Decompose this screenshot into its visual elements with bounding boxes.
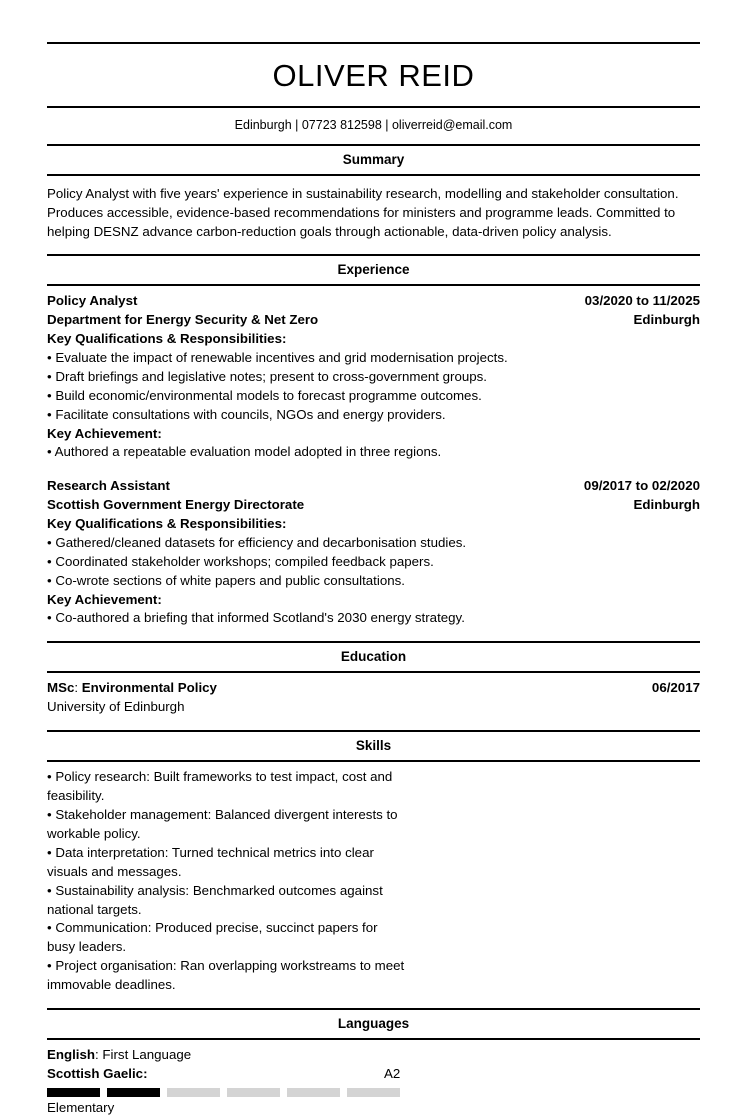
job-title: Policy Analyst [47,293,138,309]
language-proficiency-label: Elementary [47,1099,115,1115]
job-bullet: • Co-wrote sections of white papers and public consultations. [47,572,405,588]
contact-line: Edinburgh | 07723 812598 | oliverreid@email.com [234,118,513,132]
language-proficiency-meter [47,1088,700,1097]
languages-body [47,1040,700,1118]
job-title-row [47,292,700,311]
section-title-languages: Languages [337,1015,410,1031]
summary-text: Policy Analyst with five years' experience in sustainability research, modelling and stakeholder consultation. Produces accessible, evidence-based recommendations for ministers and programme leads. Committed to helping DESNZ advance carbon-reduction goals through actionable, data-driven policy analysis. [47,186,679,240]
job-dates: 03/2020 to 11/2025 [584,293,700,309]
language-rated-name: Scottish Gaelic [47,1065,144,1081]
achievement-bullet: • Authored a repeatable evaluation model adopted in three regions. [47,444,442,460]
language-rated-row [47,1065,700,1084]
education-entry [47,673,700,717]
experience-entry [47,462,700,628]
meter-segment-empty [287,1088,340,1097]
candidate-name: OLIVER REID [272,58,475,93]
meter-segment-empty [227,1088,280,1097]
job-bullet: • Coordinated stakeholder workshops; compiled feedback papers. [47,553,434,569]
language-primary-separator: : [95,1047,103,1063]
achievement-label: Key Achievement: [47,425,162,441]
language-rated-entry [47,1065,700,1118]
skill-item: • Communication: Produced precise, succinct papers for busy leaders. [47,920,378,955]
job-employer-row [47,496,700,515]
education-degree-separator: : [74,680,82,696]
education-degree-type: MSc [47,680,75,696]
meter-segment-empty [167,1088,220,1097]
section-title-experience: Experience [337,262,410,278]
skills-body [47,762,700,995]
qualifications-label: Key Qualifications & Responsibilities: [47,331,287,347]
job-location: Edinburgh [633,312,700,328]
spacer-before-languages [47,995,700,1008]
achievement-label: Key Achievement: [47,591,162,607]
skill-item: • Sustainability analysis: Benchmarked outcomes against national targets. [47,882,383,917]
language-rated-separator: : [143,1065,148,1081]
skill-item: • Project organisation: Ran overlapping workstreams to meet immovable deadlines. [47,958,405,992]
education-degree-field: Environmental Policy [81,680,217,696]
meter-segment-filled [47,1088,100,1097]
language-cefr-level: A2 [384,1065,401,1081]
job-bullet: • Build economic/environmental models to forecast programme outcomes. [47,387,482,403]
experience-entry [47,286,700,462]
job-bullet: • Gathered/cleaned datasets for efficiency and decarbonisation studies. [47,534,467,550]
qualifications-label: Key Qualifications & Responsibilities: [47,516,287,531]
experience-body [47,286,700,628]
education-school: University of Edinburgh [47,699,185,715]
job-title-row [47,477,700,496]
section-title-education: Education [340,649,407,665]
summary-body [47,176,700,241]
job-employer-row [47,311,700,330]
job-employer: Scottish Government Energy Directorate [47,497,305,513]
language-primary-level: First Language [102,1047,192,1063]
language-primary-name: English [47,1047,96,1063]
section-title-summary: Summary [342,152,405,167]
education-date: 06/2017 [651,680,700,696]
meter-segment-filled [107,1088,160,1097]
spacer-before-experience [47,241,700,254]
language-primary [47,1046,700,1065]
skill-item: • Data interpretation: Turned technical metrics into clear visuals and messages. [47,844,374,879]
job-location: Edinburgh [633,497,700,513]
education-degree [47,679,217,698]
spacer-before-skills [47,717,700,730]
meter-segment-empty [347,1088,400,1097]
job-bullet: • Evaluate the impact of renewable incentives and grid modernisation projects. [47,350,508,365]
job-employer: Department for Energy Security & Net Zero [47,312,319,328]
job-title: Research Assistant [47,478,170,494]
job-bullet: • Draft briefings and legislative notes; present to cross-government groups. [47,368,487,384]
spacer-before-education [47,628,700,641]
education-degree-row [47,679,700,698]
achievement-bullet: • Co-authored a briefing that informed Scotland's 2030 energy strategy. [47,610,465,626]
skill-item: • Stakeholder management: Balanced divergent interests to workable policy. [47,807,398,841]
skill-item: • Policy research: Built frameworks to test impact, cost and feasibility. [47,769,393,804]
section-title-skills: Skills [355,738,392,754]
job-bullet: • Facilitate consultations with councils, NGOs and energy providers. [47,406,446,422]
job-dates: 09/2017 to 02/2020 [583,478,700,494]
